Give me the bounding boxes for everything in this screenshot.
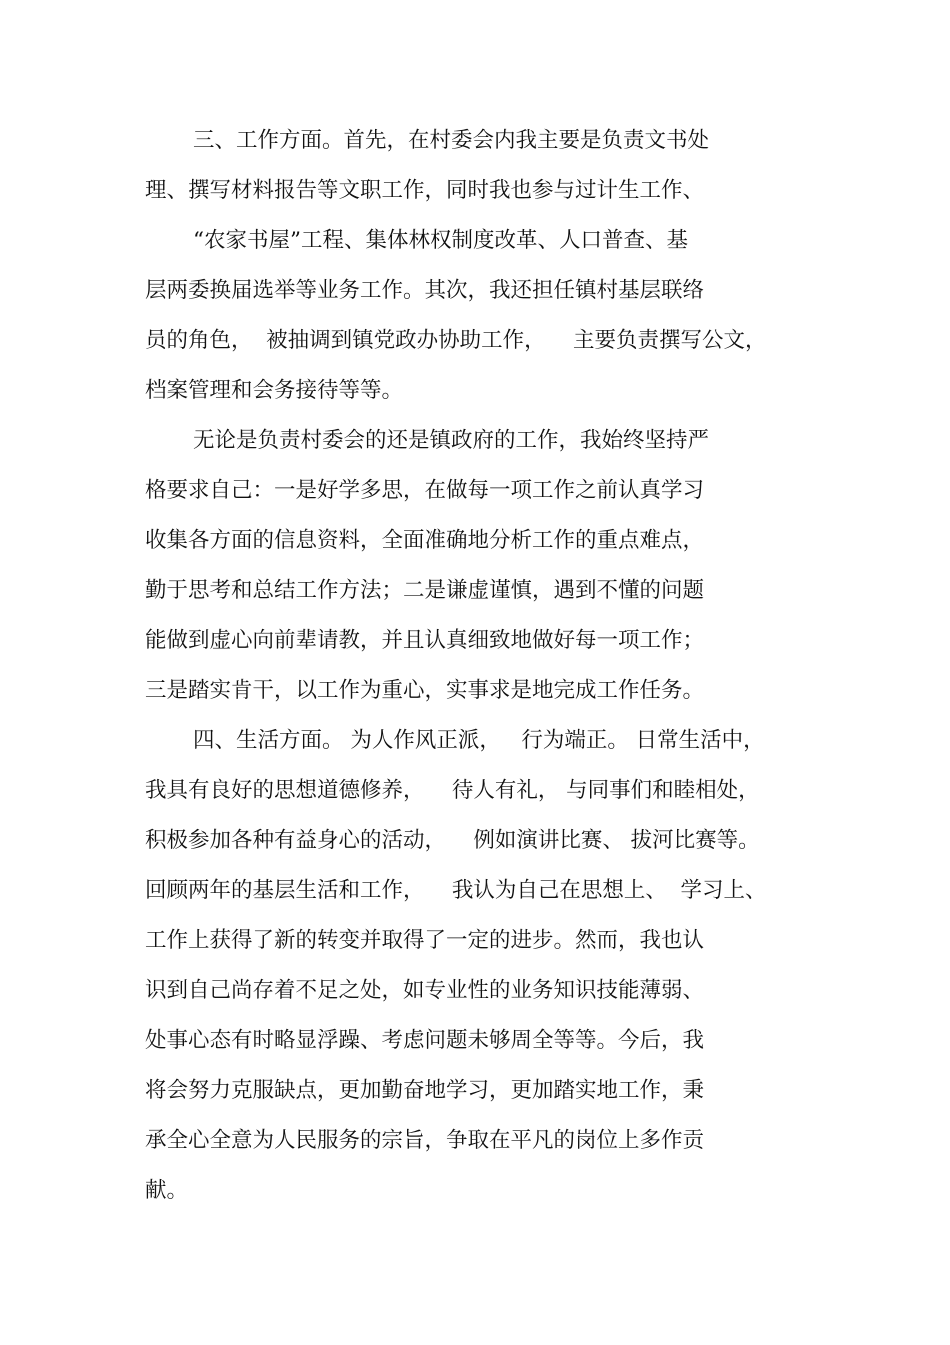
text-line: 将会努力克服缺点，更加勤奋地学习，更加踏实地工作，秉 bbox=[145, 1078, 705, 1103]
text-line: 能做到虚心向前辈请教，并且认真细致地做好每一项工作； bbox=[145, 628, 705, 653]
text-line: 勤于思考和总结工作方法；二是谦虚谨慎，遇到不懂的问题 bbox=[145, 578, 705, 603]
text-line: 理、撰写材料报告等文职工作，同时我也参与过计生工作、 bbox=[145, 178, 705, 203]
text-line: 收集各方面的信息资料，全面准确地分析工作的重点难点， bbox=[145, 528, 705, 553]
text-line: 我具有良好的思想道德修养， 待人有礼， 与同事们和睦相处， bbox=[145, 778, 760, 803]
text-line: 承全心全意为人民服务的宗旨，争取在平凡的岗位上多作贡 bbox=[145, 1128, 705, 1153]
text-line: 献。 bbox=[145, 1178, 189, 1203]
text-line: 档案管理和会务接待等等。 bbox=[145, 378, 404, 403]
text-line: 识到自己尚存着不足之处，如专业性的业务知识技能薄弱、 bbox=[145, 978, 705, 1003]
text-line: 四、生活方面。 为人作风正派， 行为端正。 日常生活中， bbox=[193, 728, 765, 753]
text-line: 积极参加各种有益身心的活动， 例如演讲比赛、 拔河比赛等。 bbox=[145, 828, 760, 853]
text-line: “农家书屋”工程、集体林权制度改革、人口普查、基 bbox=[193, 228, 688, 253]
text-line: 回顾两年的基层生活和工作， 我认为自己在思想上、 学习上、 bbox=[145, 878, 767, 903]
text-line: 无论是负责村委会的还是镇政府的工作，我始终坚持严 bbox=[193, 428, 710, 453]
text-line: 员的角色， 被抽调到镇党政办协助工作， 主要负责撰写公文， bbox=[145, 328, 767, 353]
text-line: 工作上获得了新的转变并取得了一定的进步。然而，我也认 bbox=[145, 928, 705, 953]
text-line: 处事心态有时略显浮躁、考虑问题未够周全等等。今后，我 bbox=[145, 1028, 705, 1053]
text-line: 三、工作方面。首先，在村委会内我主要是负责文书处 bbox=[193, 128, 710, 153]
text-line: 格要求自己：一是好学多思，在做每一项工作之前认真学习 bbox=[145, 478, 705, 503]
text-line: 层两委换届选举等业务工作。其次，我还担任镇村基层联络 bbox=[145, 278, 705, 303]
text-line: 三是踏实肯干，以工作为重心，实事求是地完成工作任务。 bbox=[145, 678, 705, 703]
